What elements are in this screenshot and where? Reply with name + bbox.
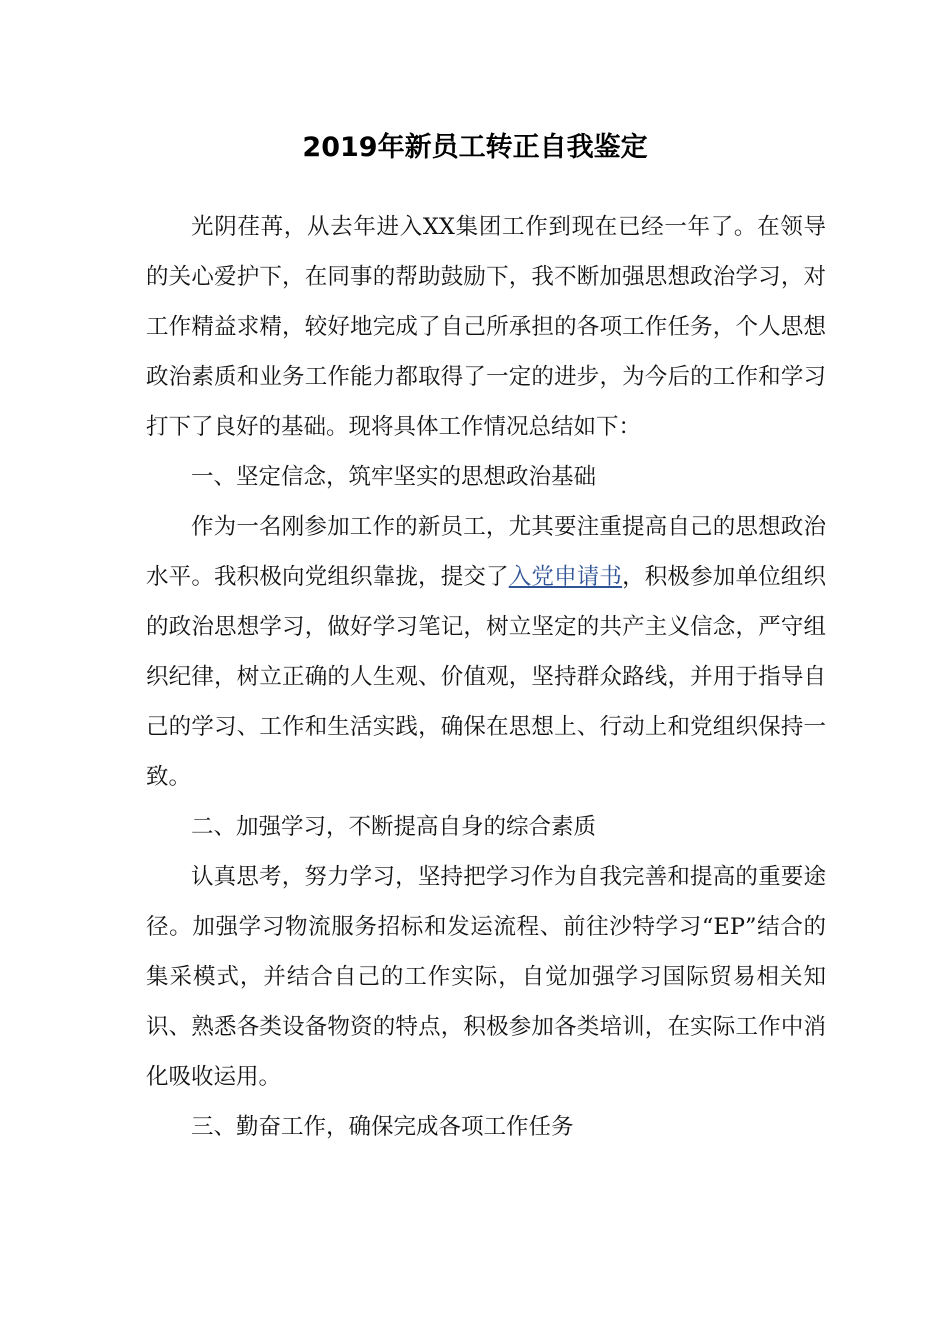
document-title: 2019年新员工转正自我鉴定 <box>302 132 648 163</box>
application-link[interactable]: 入党申请书 <box>508 564 623 590</box>
document-body <box>146 202 826 1152</box>
intro-paragraph: 光阴荏苒，从去年进入XX集团工作到现在已经一年了。在领导的关心爱护下，在同事的帮助鼓励下，我不断加强思想政治学习，对工作精益求精，较好地完成了自己所承担的各项工作任务，个人思想政治素质和业务工作能力都取得了一定的进步，为今后的工作和学习打下了良好的基础。现将具体工作情况总结如下： <box>146 214 826 440</box>
section-heading-1: 一、坚定信念，筑牢坚实的思想政治基础 <box>191 464 597 490</box>
section-1-text-before: 作为一名刚参加工作的新员工，尤其要注重提高自己的思想政治水平。我积极向党组织靠拢，提交了 <box>146 514 826 590</box>
section-2-paragraph: 认真思考，努力学习，坚持把学习作为自我完善和提高的重要途径。加强学习物流服务招标和发运流程、前往沙特学习“EP”结合的集采模式，并结合自己的工作实际，自觉加强学习国际贸易相关知识、熟悉各类设备物资的特点，积极参加各类培训，在实际工作中消化吸收运用。 <box>146 864 826 1090</box>
section-1-text-after: ，积极参加单位组织的政治思想学习，做好学习笔记，树立坚定的共产主义信念，严守组织纪律，树立正确的人生观、价值观，坚持群众路线，并用于指导自己的学习、工作和生活实践，确保在思想上、行动上和党组织保持一致。 <box>146 564 826 790</box>
section-1-paragraph <box>146 502 826 802</box>
section-heading-3: 三、勤奋工作，确保完成各项工作任务 <box>191 1114 574 1140</box>
section-heading-2: 二、加强学习，不断提高自身的综合素质 <box>191 814 597 840</box>
